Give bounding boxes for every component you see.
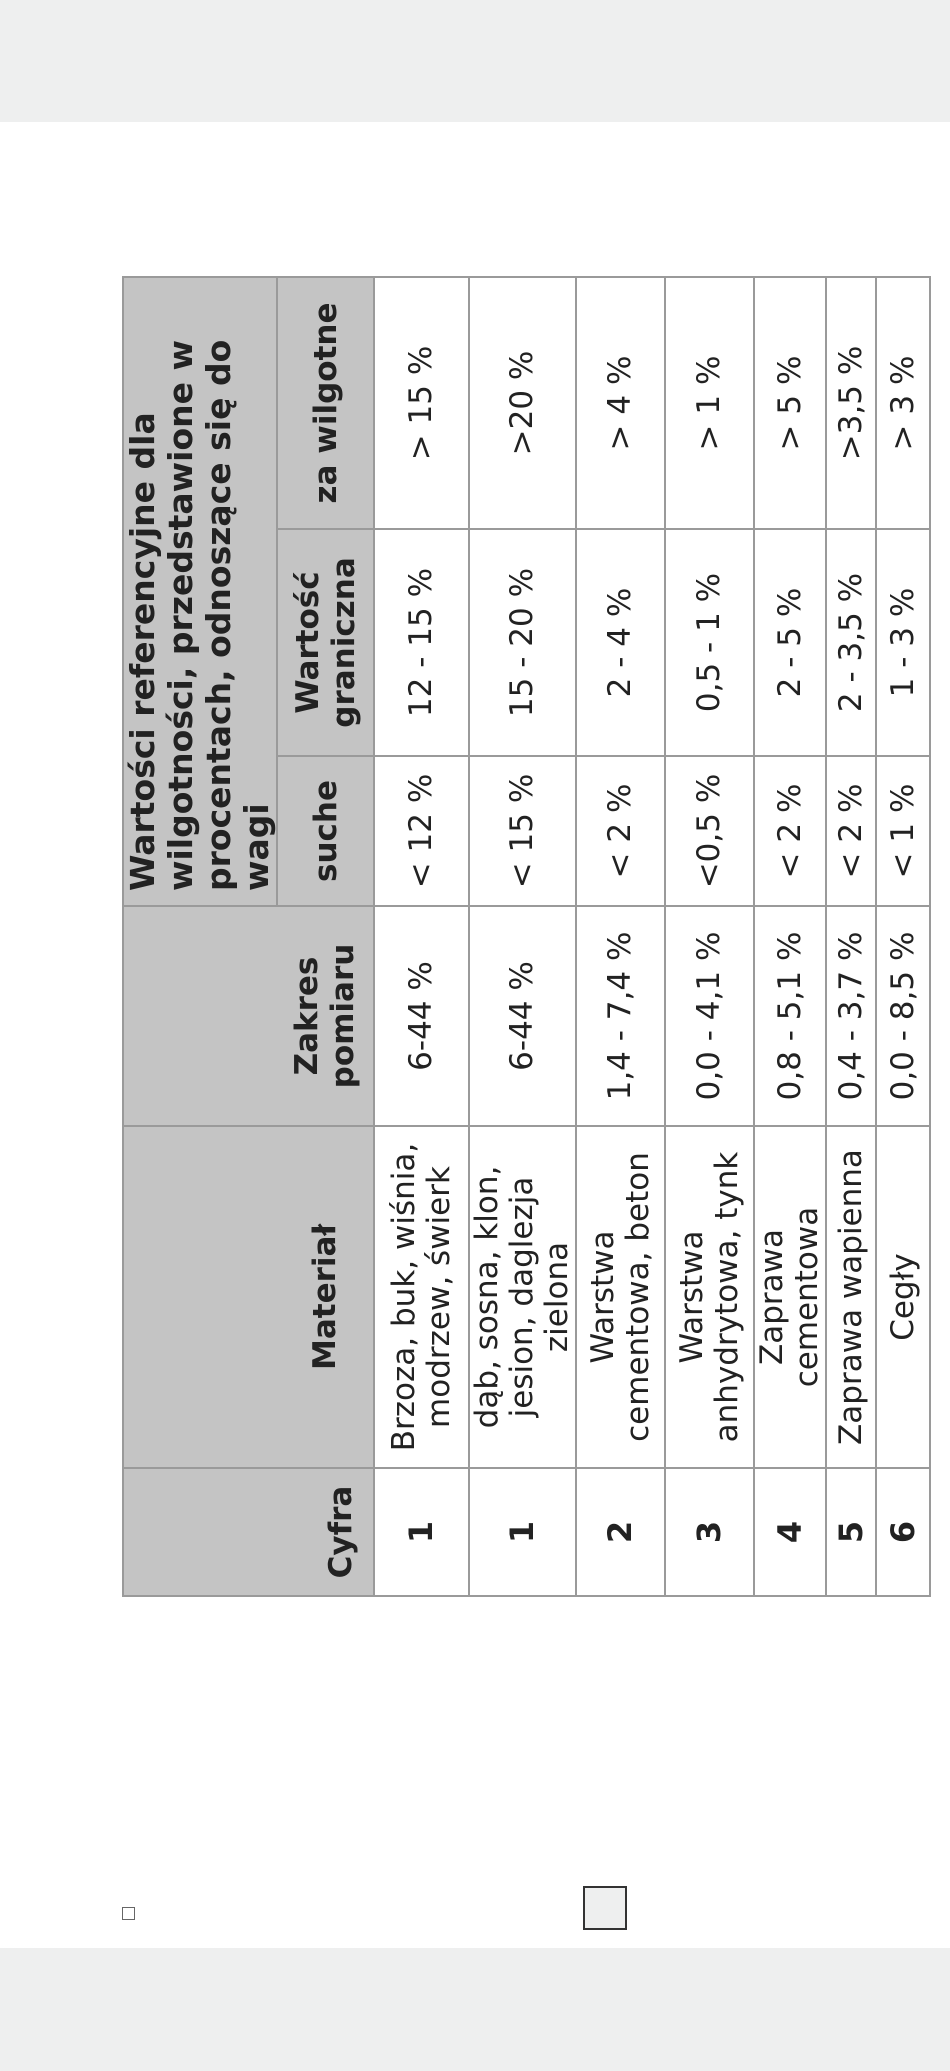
document-page (0, 122, 950, 1948)
moisture-table-wrapper (122, 278, 922, 1597)
table-row (754, 277, 826, 1596)
row-limit: 12 - 15 % (374, 529, 469, 756)
row-number: 5 (826, 1468, 876, 1596)
rotated-table-container (122, 278, 922, 1597)
row-number: 1 (469, 1468, 576, 1596)
row-number: 3 (665, 1468, 754, 1596)
row-material: Zaprawa cementowa (754, 1126, 826, 1468)
table-row (576, 277, 665, 1596)
header-cyfra: Cyfra (123, 1468, 374, 1596)
row-number: 2 (576, 1468, 665, 1596)
row-dry: < 15 % (469, 756, 576, 906)
header-range-top (123, 906, 277, 1126)
row-dry: < 2 % (576, 756, 665, 906)
row-dry: < 12 % (374, 756, 469, 906)
header-limit: Wartość graniczna (277, 529, 374, 756)
row-range: 6-44 % (374, 906, 469, 1126)
row-material: Warstwa anhydrytowa, tynk (665, 1126, 754, 1468)
row-dry: < 2 % (826, 756, 876, 906)
table-row (876, 277, 930, 1596)
row-range: 0,8 - 5,1 % (754, 906, 826, 1126)
row-range: 6-44 % (469, 906, 576, 1126)
row-limit: 15 - 20 % (469, 529, 576, 756)
row-limit: 2 - 4 % (576, 529, 665, 756)
row-range: 0,0 - 4,1 % (665, 906, 754, 1126)
row-number: 6 (876, 1468, 930, 1596)
row-wet: > 1 % (665, 277, 754, 529)
row-wet: >3,5 % (826, 277, 876, 529)
row-dry: < 2 % (754, 756, 826, 906)
row-number: 1 (374, 1468, 469, 1596)
row-limit: 2 - 3,5 % (826, 529, 876, 756)
row-wet: >20 % (469, 277, 576, 529)
row-material: dąb, sosna, klon, jesion, daglezja zielona (469, 1126, 576, 1468)
checkbox-small-icon (122, 1907, 135, 1920)
row-material: Warstwa cementowa, beton (576, 1126, 665, 1468)
table-row (826, 277, 876, 1596)
header-dry: suche (277, 756, 374, 906)
row-wet: > 5 % (754, 277, 826, 529)
row-material: Brzoza, buk, wiśnia, modrzew, świerk (374, 1126, 469, 1468)
row-number: 4 (754, 1468, 826, 1596)
header-reference-values: Wartości referencyjne dla wilgotności, przedstawione w procentach, odnoszące się do wagi (123, 277, 277, 906)
row-limit: 1 - 3 % (876, 529, 930, 756)
row-wet: > 3 % (876, 277, 930, 529)
row-dry: <0,5 % (665, 756, 754, 906)
row-range: 0,0 - 8,5 % (876, 906, 930, 1126)
row-limit: 0,5 - 1 % (665, 529, 754, 756)
moisture-reference-table (122, 276, 931, 1597)
header-wet: za wilgotne (277, 277, 374, 529)
table-row (374, 277, 469, 1596)
table-row (665, 277, 754, 1596)
row-limit: 2 - 5 % (754, 529, 826, 756)
row-material: Zaprawa wapienna (826, 1126, 876, 1468)
row-material: Cegły (876, 1126, 930, 1468)
header-material: Materiał (277, 1126, 374, 1468)
header-material-top (123, 1126, 277, 1468)
row-range: 0,4 - 3,7 % (826, 906, 876, 1126)
table-row (469, 277, 576, 1596)
row-range: 1,4 - 7,4 % (576, 906, 665, 1126)
row-wet: > 4 % (576, 277, 665, 529)
checkbox-large-icon (583, 1886, 627, 1930)
header-range: Zakres pomiaru (277, 906, 374, 1126)
row-wet: > 15 % (374, 277, 469, 529)
row-dry: < 1 % (876, 756, 930, 906)
